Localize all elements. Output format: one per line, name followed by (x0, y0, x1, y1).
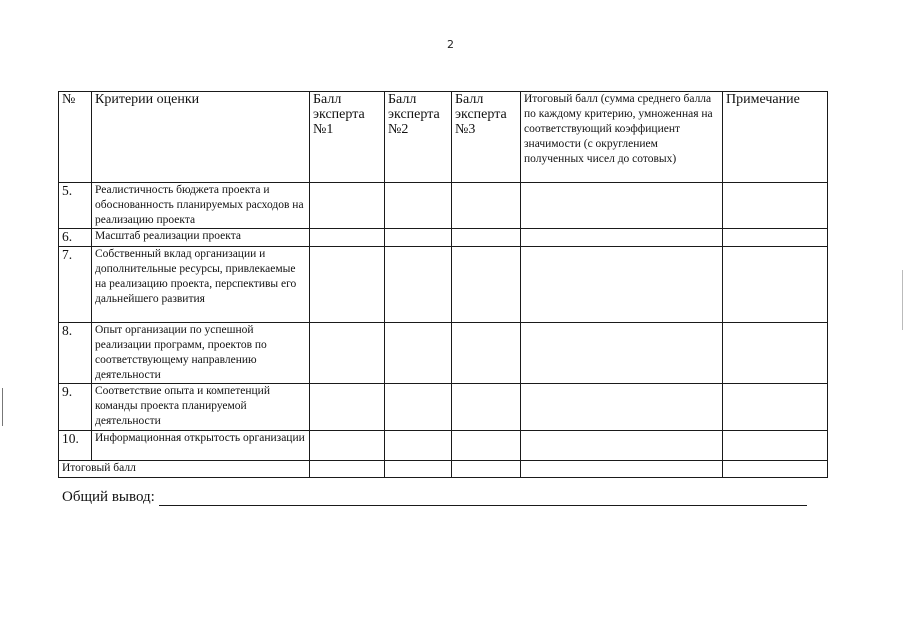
table-row (59, 431, 828, 461)
row-number: 6. (59, 229, 92, 247)
row-number: 10. (59, 431, 92, 461)
row-number: 9. (59, 384, 92, 431)
total-score-cell[interactable] (521, 183, 723, 229)
total-score-cell[interactable] (521, 323, 723, 384)
header-expert-1: Балл эксперта №1 (310, 92, 385, 183)
row-criteria: Масштаб реализации проекта (92, 229, 310, 247)
row-number: 5. (59, 183, 92, 229)
note-cell[interactable] (723, 229, 828, 247)
expert-1-total-cell[interactable] (310, 461, 385, 478)
row-criteria: Соответствие опыта и компетенций команды проекта планируемой деятельности (92, 384, 310, 431)
note-cell[interactable] (723, 183, 828, 229)
table-row (59, 323, 828, 384)
final-total-cell[interactable] (521, 461, 723, 478)
row-number: 7. (59, 247, 92, 323)
table-row (59, 247, 828, 323)
expert-3-score-cell[interactable] (452, 323, 521, 384)
expert-2-score-cell[interactable] (385, 247, 452, 323)
header-total-score: Итоговый балл (сумма среднего балла по каждому критерию, умноженная на соответствующий коэффициент значимости (с округлением полученных чисел до сотовых) (521, 92, 723, 183)
expert-1-score-cell[interactable] (310, 431, 385, 461)
table-header-row (59, 92, 828, 183)
row-criteria: Собственный вклад организации и дополнительные ресурсы, привлекаемые на реализацию проекта, перспективы его дальнейшего развития (92, 247, 310, 323)
row-number: 8. (59, 323, 92, 384)
table-row (59, 183, 828, 229)
expert-1-score-cell[interactable] (310, 247, 385, 323)
expert-1-score-cell[interactable] (310, 323, 385, 384)
expert-3-score-cell[interactable] (452, 229, 521, 247)
note-cell[interactable] (723, 247, 828, 323)
row-criteria: Информационная открытость организации (92, 431, 310, 461)
header-note: Примечание (723, 92, 828, 183)
expert-2-score-cell[interactable] (385, 323, 452, 384)
expert-1-score-cell[interactable] (310, 183, 385, 229)
row-criteria: Реалистичность бюджета проекта и обоснованность планируемых расходов на реализацию проекта (92, 183, 310, 229)
header-number: № (59, 92, 92, 183)
header-criteria: Критерии оценки (92, 92, 310, 183)
expert-2-score-cell[interactable] (385, 431, 452, 461)
note-cell[interactable] (723, 323, 828, 384)
scan-edge-mark (2, 388, 3, 426)
expert-3-score-cell[interactable] (452, 183, 521, 229)
final-score-row (59, 461, 828, 478)
scan-edge-mark (902, 270, 903, 330)
table-row (59, 384, 828, 431)
expert-3-score-cell[interactable] (452, 384, 521, 431)
expert-3-score-cell[interactable] (452, 247, 521, 323)
expert-1-score-cell[interactable] (310, 229, 385, 247)
page-number: 2 (447, 38, 454, 51)
note-cell[interactable] (723, 384, 828, 431)
expert-2-score-cell[interactable] (385, 384, 452, 431)
conclusion-input-line[interactable] (159, 491, 807, 506)
expert-2-score-cell[interactable] (385, 229, 452, 247)
total-score-cell[interactable] (521, 384, 723, 431)
expert-1-score-cell[interactable] (310, 384, 385, 431)
expert-3-total-cell[interactable] (452, 461, 521, 478)
total-score-cell[interactable] (521, 431, 723, 461)
expert-3-score-cell[interactable] (452, 431, 521, 461)
final-note-cell[interactable] (723, 461, 828, 478)
table-row (59, 229, 828, 247)
total-score-cell[interactable] (521, 247, 723, 323)
expert-2-total-cell[interactable] (385, 461, 452, 478)
note-cell[interactable] (723, 431, 828, 461)
conclusion-label: Общий вывод: (62, 489, 155, 505)
expert-2-score-cell[interactable] (385, 183, 452, 229)
header-expert-3: Балл эксперта №3 (452, 92, 521, 183)
general-conclusion (62, 489, 807, 506)
total-score-cell[interactable] (521, 229, 723, 247)
evaluation-table (58, 91, 828, 478)
row-criteria: Опыт организации по успешной реализации программ, проектов по соответствующему направлению деятельности (92, 323, 310, 384)
final-score-label: Итоговый балл (59, 461, 310, 478)
header-expert-2: Балл эксперта №2 (385, 92, 452, 183)
